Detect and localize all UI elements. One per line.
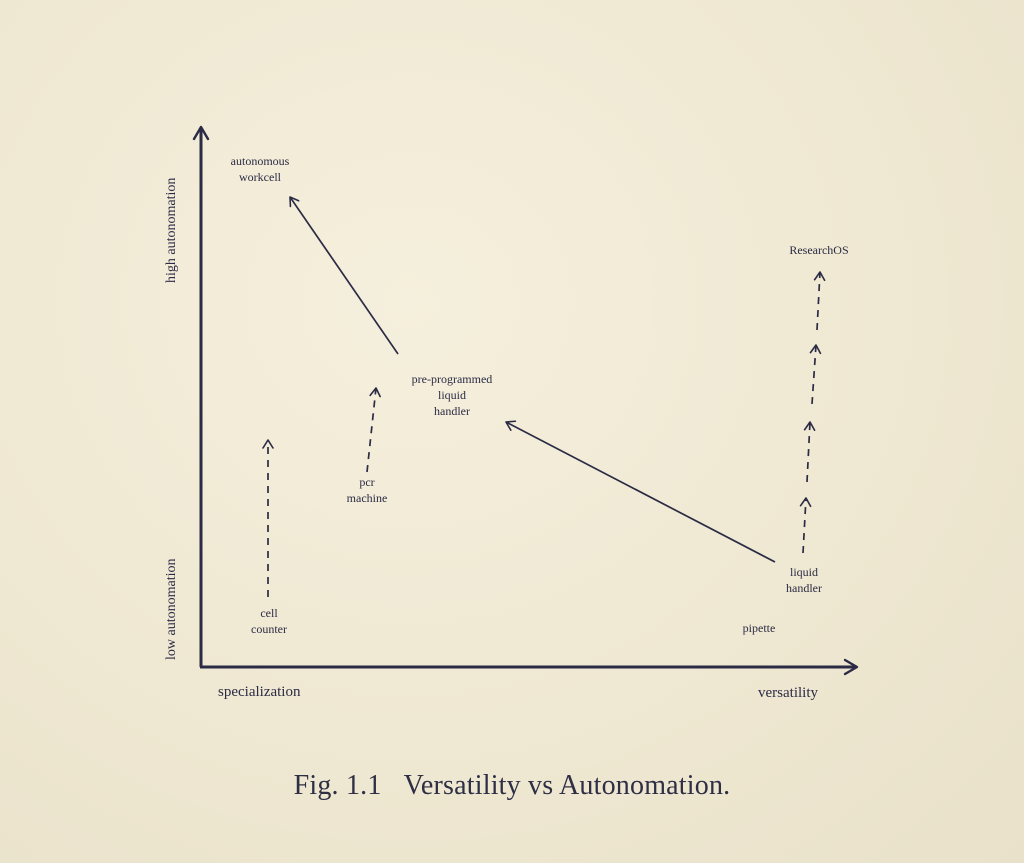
dashed-arrow-research-os-3 [812,345,816,404]
dashed-arrow-research-os-2 [807,422,810,482]
dashed-arrow-research-os-4 [817,272,820,330]
arrow-to-autonomous-workcell [290,197,398,354]
figure-number: Fig. 1.1 [293,770,382,801]
node-research-os [773,242,865,258]
node-label-line: pre-programmed [411,372,493,386]
node-label-line: autonomous [230,154,290,168]
node-cell-counter [234,605,304,637]
y-axis-high-label: high autonomation [164,177,179,283]
node-liquid-handler [769,564,839,596]
dashed-arrow-pcr-machine [367,388,376,472]
node-label-line: pcr [359,475,375,489]
node-pcr-machine [332,474,402,506]
node-label-line: workcell [239,170,281,184]
figure-title: Versatility vs Autonomation. [403,770,731,801]
node-label-line: liquid [789,565,818,579]
x-axis-high-label: versatility [758,685,818,701]
figure-caption [0,770,1024,802]
node-label-line: pipette [742,621,776,635]
node-label-line: counter [251,622,287,636]
node-label-line: handler [434,404,470,418]
node-pipette [724,620,794,636]
node-label-line: handler [786,581,822,595]
node-label-line: liquid [437,388,466,402]
node-pre-programmed-liquid-handler [397,371,507,419]
node-autonomous-workcell [214,153,306,185]
arrow-to-pre-programmed-liquid-handler [506,422,775,562]
node-label-line: cell [260,606,278,620]
dashed-arrow-research-os-1 [803,498,806,553]
node-label-line: machine [346,491,388,505]
y-axis-low-label: low autonomation [164,558,179,660]
x-axis-low-label: specialization [218,684,301,700]
node-label-line: ResearchOS [789,243,849,257]
